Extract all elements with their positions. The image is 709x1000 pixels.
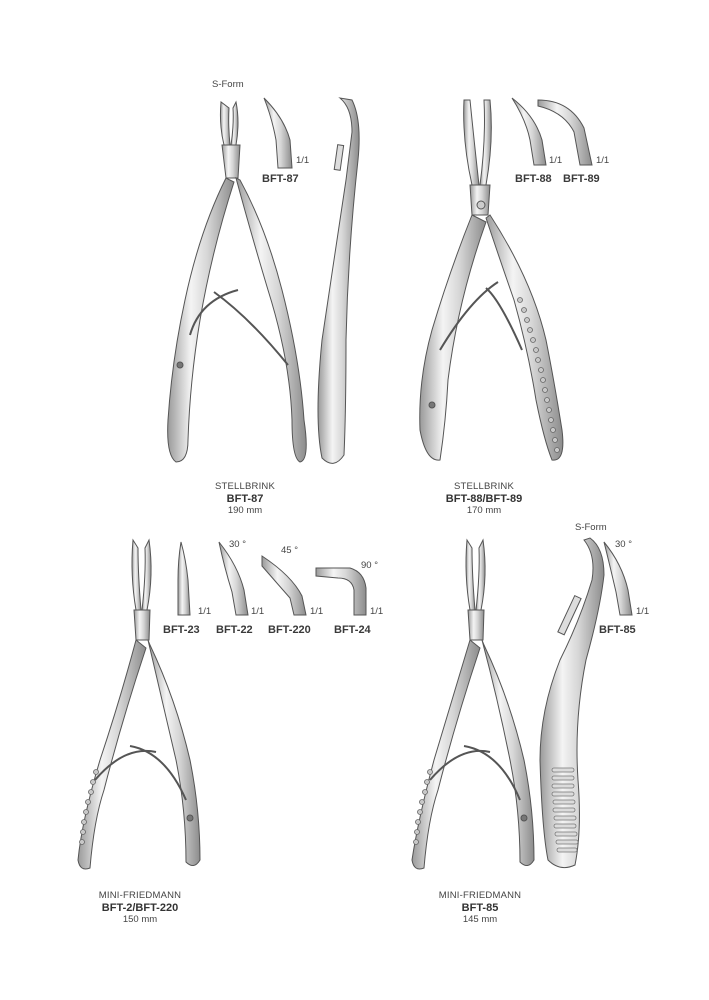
tip-code-label: BFT-87 <box>262 173 299 185</box>
rongeur-bft-87-side-view <box>318 98 359 463</box>
tip-scale-label: 1/1 <box>296 155 310 166</box>
s-form-label: S-Form <box>212 79 244 90</box>
product-length: 145 mm <box>462 914 498 925</box>
tip-code-label: BFT-88 <box>515 173 552 185</box>
tip-scale-label: 1/1 <box>198 606 212 617</box>
tip-bft-220 <box>262 556 306 615</box>
product-caption <box>80 890 200 926</box>
product-code: BFT-87 <box>226 493 264 505</box>
product-caption <box>420 890 540 926</box>
tip-scale-label: 1/1 <box>251 606 265 617</box>
tip-code-label: BFT-220 <box>268 624 311 636</box>
tip-angle-label: 45 ° <box>281 545 299 556</box>
product-length: 150 mm <box>122 914 158 925</box>
tip-bft-22 <box>219 542 248 615</box>
tip-bft-23 <box>178 542 190 615</box>
tip-bft-24 <box>316 568 366 615</box>
s-form-label: S-Form <box>575 522 607 533</box>
product-name: STELLBRINK <box>214 481 276 492</box>
tip-bft-89 <box>538 100 592 165</box>
tip-scale-label: 1/1 <box>596 155 610 166</box>
tip-bft-88 <box>512 98 546 165</box>
tip-code-label: BFT-23 <box>163 624 200 636</box>
tip-angle-label: 90 ° <box>361 560 379 571</box>
tip-scale-label: 1/1 <box>310 606 324 617</box>
tip-code-label: BFT-85 <box>599 624 636 636</box>
tip-bft-87 <box>264 98 292 168</box>
product-code: BFT-88/BFT-89 <box>445 493 523 505</box>
tip-scale-label: 1/1 <box>549 155 563 166</box>
product-caption <box>190 481 300 517</box>
rongeur-bft-85-front-view <box>412 540 534 869</box>
tip-angle-label: 30 ° <box>615 539 633 550</box>
product-name: MINI-FRIEDMANN <box>98 890 182 901</box>
product-code: BFT-85 <box>461 902 499 914</box>
tip-bft-85 <box>604 542 632 615</box>
product-name: STELLBRINK <box>453 481 515 492</box>
tip-code-label: BFT-22 <box>216 624 253 636</box>
product-length: 170 mm <box>466 505 502 516</box>
tip-angle-label: 30 ° <box>229 539 247 550</box>
tip-code-label: BFT-89 <box>563 173 600 185</box>
tip-scale-label: 1/1 <box>636 606 650 617</box>
tip-scale-label: 1/1 <box>370 606 384 617</box>
product-length: 190 mm <box>227 505 263 516</box>
product-name: MINI-FRIEDMANN <box>438 890 522 901</box>
tip-code-label: BFT-24 <box>334 624 371 636</box>
product-caption <box>424 481 544 517</box>
product-code: BFT-2/BFT-220 <box>101 902 179 914</box>
